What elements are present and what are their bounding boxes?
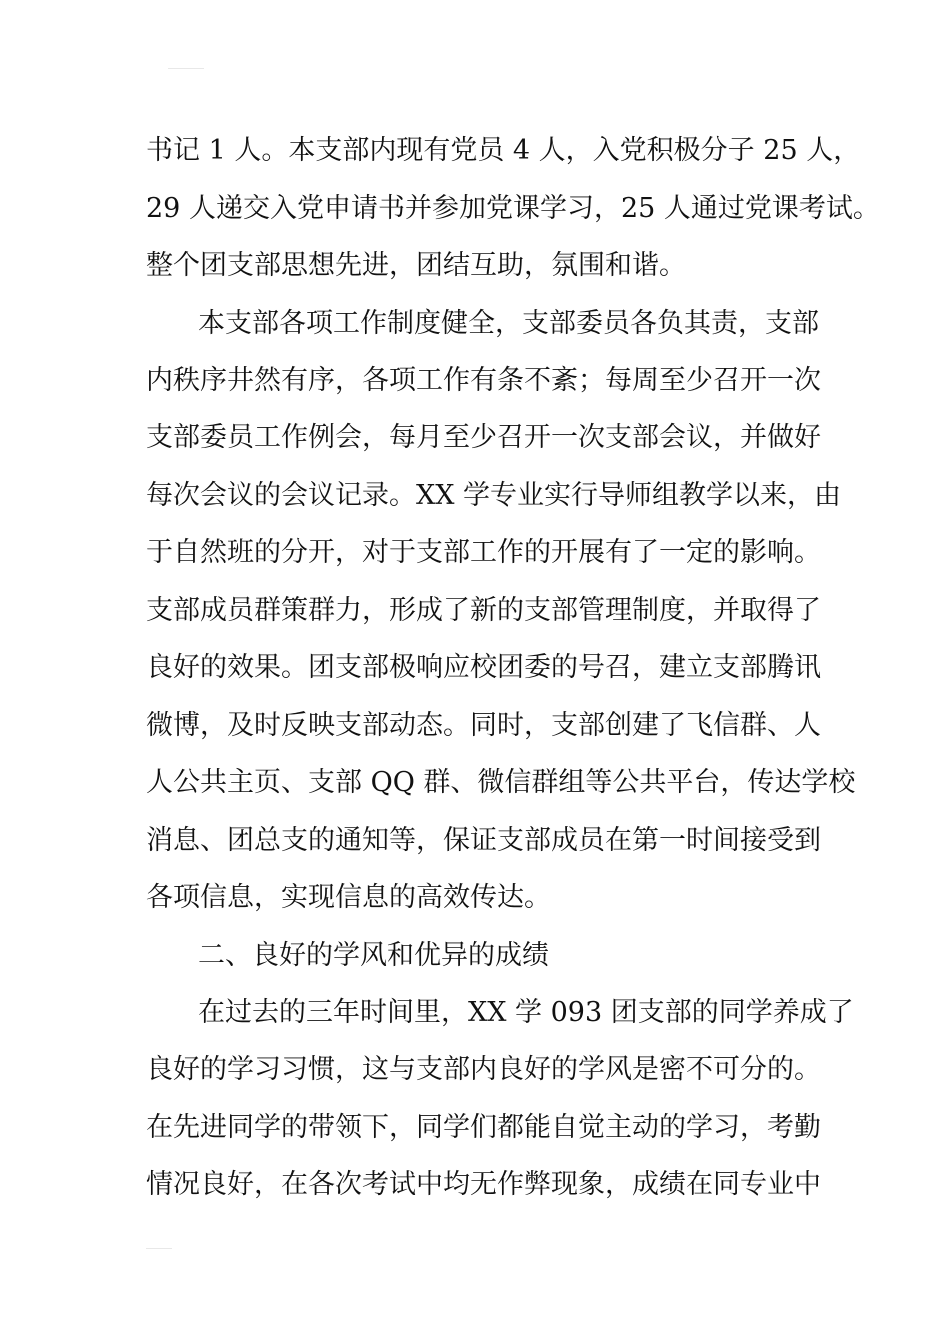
paragraph-start-line-16: 在过去的三年时间里，XX 学 093 团支部的同学养成了: [198, 997, 854, 1028]
faint-header-mark: [168, 68, 204, 69]
section-heading: 二、良好的学风和优异的成绩: [198, 940, 549, 971]
text-line-6: 支部委员工作例会，每月至少召开一次支部会议，并做好: [146, 422, 821, 453]
text-line-14: 各项信息，实现信息的高效传达。: [146, 882, 551, 913]
text-line-11: 微博，及时反映支部动态。同时，支部创建了飞信群、人: [146, 710, 821, 741]
text-line-3: 整个团支部思想先进，团结互助，氛围和谐。: [146, 250, 686, 281]
text-line-7: 每次会议的会议记录。XX 学专业实行导师组教学以来，由: [146, 480, 842, 511]
faint-footer-mark: [146, 1248, 172, 1249]
text-line-5: 内秩序井然有序，各项工作有条不紊；每周至少召开一次: [146, 365, 821, 396]
text-line-19: 情况良好，在各次考试中均无作弊现象，成绩在同专业中: [146, 1169, 821, 1200]
text-line-18: 在先进同学的带领下，同学们都能自觉主动的学习，考勤: [146, 1112, 821, 1143]
text-line-13: 消息、团总支的通知等，保证支部成员在第一时间接受到: [146, 825, 821, 856]
text-line-8: 于自然班的分开，对于支部工作的开展有了一定的影响。: [146, 537, 821, 568]
text-line-12: 人公共主页、支部 QQ 群、微信群组等公共平台，传达学校: [146, 767, 856, 798]
text-line-10: 良好的效果。团支部极响应校团委的号召，建立支部腾讯: [146, 652, 821, 683]
text-line-9: 支部成员群策群力，形成了新的支部管理制度，并取得了: [146, 595, 821, 626]
text-line-2: 29 人递交入党申请书并参加党课学习，25 人通过党课考试。: [146, 193, 880, 224]
text-line-17: 良好的学习习惯，这与支部内良好的学风是密不可分的。: [146, 1054, 821, 1085]
text-line-1: 书记 1 人。本支部内现有党员 4 人，入党积极分子 25 人，: [146, 135, 861, 166]
paragraph-start-line-4: 本支部各项工作制度健全，支部委员各负其责，支部: [198, 308, 819, 339]
